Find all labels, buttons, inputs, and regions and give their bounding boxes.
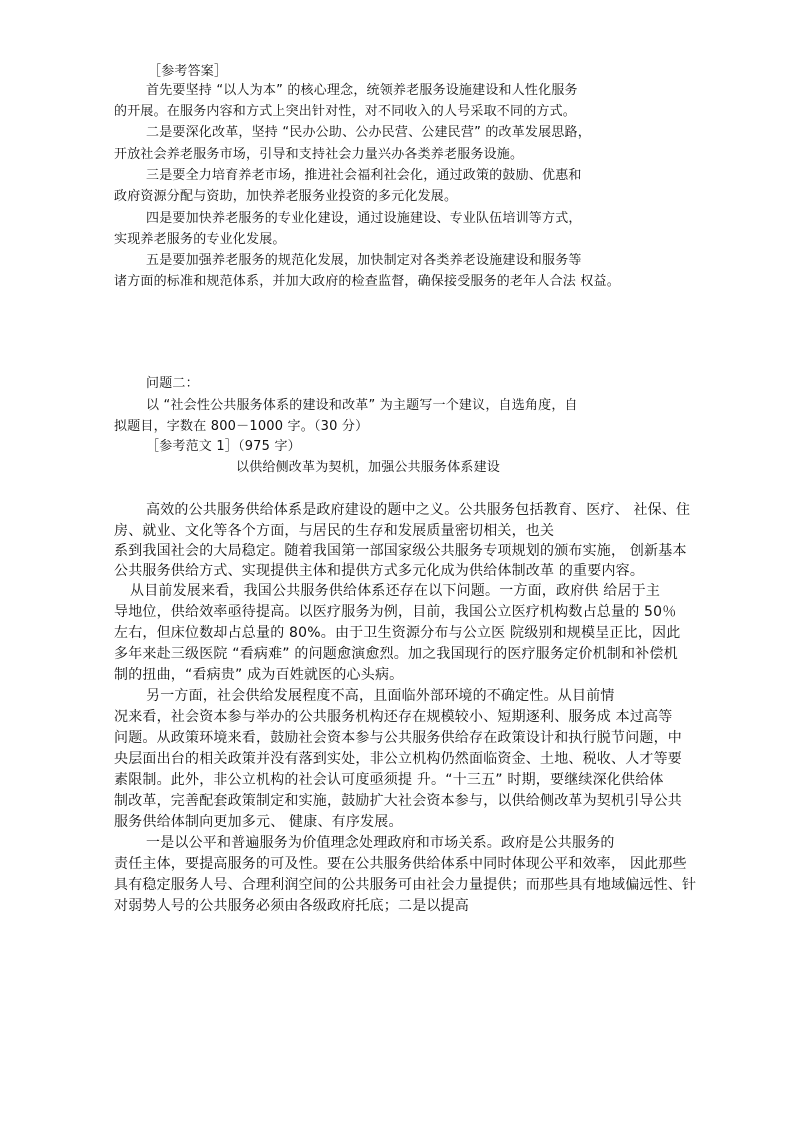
answer-line: 四是要加快养老服务的专业化建设，通过设施建设、专业队伍培训等方式， (146, 211, 582, 226)
answer-line: 首先要坚持 “以人为本” 的核心理念，统领养老服务设施建设和人性化服务 (146, 83, 578, 98)
essay-line: 制的扭曲，“看病贵” 成为百姓就医的心头病。 (114, 667, 404, 683)
essay-line: 高效的公共服务供给体系是政府建设的题中之义。公共服务包括教育、医疗、 社保、住 (146, 502, 691, 518)
sample-essay-label: ［参考范文 1］（975 字） (146, 439, 301, 454)
question2-prompt-line: 拟题目，字数在 800－1000 字。（30 分） (114, 419, 369, 434)
essay-line: 央层面出台的相关政策并没有落到实处，非公立机构仍然面临资金、土地、税收、人才等要 (114, 751, 682, 767)
essay-line: 具有稳定服务人号、合理利润空间的公共服务可由社会力量提供；而那些具有地域偏远性、针 (114, 877, 697, 893)
essay-line: 从目前发展来看，我国公共服务供给体系还存在以下问题。一方面，政府供 给居于主 (130, 583, 661, 599)
answer-label: ［参考答案］ (148, 64, 228, 79)
answer-line: 五是要加强养老服务的规范化发展，加快制定对各类养老设施建设和服务等 (146, 253, 582, 268)
question2-label: 问题二： (146, 376, 199, 391)
essay-title: 以供给侧改革为契机，加强公共服务体系建设 (236, 460, 501, 475)
essay-line: 服务供给体制向更加多元、 健康、有序发展。 (114, 814, 403, 830)
essay-line: 对弱势人号的公共服务必须由各级政府托底；二是以提高 (114, 898, 469, 914)
answer-line: 政府资源分配与资助，加快养老服务业投资的多元化发展。 (114, 189, 458, 204)
essay-line: 公共服务供给方式、实现提供主体和提供方式多元化成为供给体制改革 的重要内容。 (114, 563, 645, 579)
essay-line: 况来看，社会资本参与举办的公共服务机构还存在规模较小、短期逐利、服务成 本过高等 (114, 709, 673, 725)
answer-line: 三是要全力培育养老市场，推进社会福利社会化，通过政策的鼓励、优惠和 (146, 168, 582, 183)
essay-line: 系到我国社会的大局稳定。随着我国第一部国家级公共服务专项规划的颁布实施， 创新基本 (114, 543, 687, 559)
essay-line: 房、就业、文化等各个方面，与居民的生存和发展质量密切相关，也关 (114, 523, 555, 539)
essay-line: 问题。从政策环境来看，鼓励社会资本参与公共服务供给存在政策设计和执行脱节问题，中 (114, 730, 682, 746)
answer-line: 的开展。在服务内容和方式上突出针对性，对不同收入的人号采取不同的方式。 (114, 104, 577, 119)
answer-line: 开放社会养老服务市场，引导和支持社会力量兴办各类养老服务设施。 (114, 147, 524, 162)
essay-line: 导地位，供给效率亟待提高。以医疗服务为例，目前，我国公立医疗机构数占总量的 50％ (114, 604, 677, 620)
answer-line: 实现养老服务的专业化发展。 (114, 232, 286, 247)
essay-line: 另一方面，社会供给发展程度不高，且面临外部环境的不确定性。从目前情 (146, 688, 615, 704)
answer-line: 诸方面的标准和规范体系，并加大政府的检查监督，确保接受服务的老年人合法 权益。 (114, 274, 620, 289)
essay-line: 制改革，完善配套政策制定和实施，鼓励扩大社会资本参与，以供给侧改革为契机引导公共 (114, 793, 682, 809)
question2-prompt-line: 以 “社会性公共服务体系的建设和改革” 为主题写一个建议，自选角度，自 (146, 398, 578, 413)
essay-line: 素限制。此外，非公立机构的社会认可度亟须提 升。“十三五” 时期，要继续深化供给体 (114, 772, 664, 788)
essay-line: 责任主体，要提高服务的可及性。要在公共服务供给体系中同时体现公平和效率， 因此那些 (114, 856, 687, 872)
essay-line: 多年来赴三级医院 “看病难” 的问题愈演愈烈。加之我国现行的医疗服务定价机制和补偿机 (114, 646, 678, 662)
essay-line: 一是以公平和普遍服务为价值理念处理政府和市场关系。政府是公共服务的 (146, 835, 615, 851)
answer-line: 二是要深化改革，坚持 “民办公助、公办民营、公建民营” 的改革发展思路， (146, 125, 591, 140)
essay-line: 左右，但床位数却占总量的 80%。由于卫生资源分布与公立医 院级别和规模呈正比，因此 (114, 625, 681, 641)
